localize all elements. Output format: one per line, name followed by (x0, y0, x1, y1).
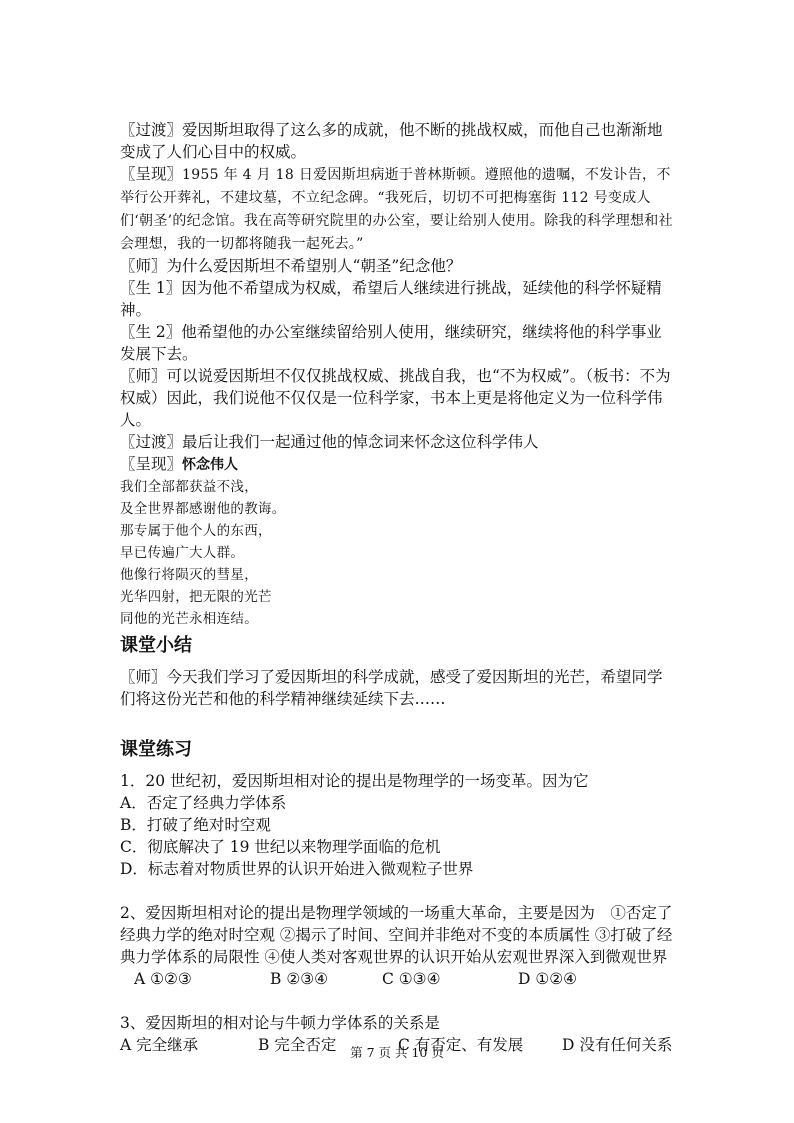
paragraph-presentation-2 (120, 453, 676, 476)
page-footer: 第 7 页 共 10 页 (350, 1045, 444, 1060)
label-presentation-2: 〖呈现〗 (120, 455, 183, 473)
question-option: D 没有任何关系 (562, 1036, 673, 1054)
question-option: D ①②④ (518, 970, 578, 988)
will-text: 1955 年 4 月 18 日爱因斯坦病逝于普林斯顿。遵照他的遗嘱，不发讣告，不举行公开葬礼，不建坟墓，不立纪念碑。“我死后，切切不可把梅塞街 112 号变成人们‘朝圣’的纪念馆。我在高等研究院里的办公室，要让给别人使用。除我的科学理想和社会理想，我的一切都将随我一起死去。” (120, 167, 673, 252)
question-option: D．标志着对物质世界的认识开始进入微观粒子世界 (120, 860, 474, 878)
paragraph-presentation (120, 163, 676, 255)
poem-line: 及全世界都感谢他的教诲。 (120, 501, 286, 517)
poem-title: 怀念伟人 (182, 457, 239, 473)
poem-line: 那专属于他个人的东西， (120, 523, 272, 539)
question-option: B 完全否定 (258, 1036, 337, 1054)
question-option: C ①③④ (382, 970, 441, 988)
question-stem: 3、爱因斯坦的相对论与牛顿力学体系的关系是 (120, 1014, 440, 1032)
document-content (120, 119, 676, 1056)
paragraph-student-1: 〖生 1〗因为他不希望成为权威，希望后人继续进行挑战，延续他的科学怀疑精神。 (120, 279, 662, 319)
exercises-heading: 课堂练习 (120, 739, 192, 760)
paragraph-transition: 〖过渡〗爱因斯坦取得了这么多的成就，他不断的挑战权威，而他自己也渐渐地变成了人们心目中的权威。 (120, 121, 663, 161)
question-option: A ①②③ (134, 970, 192, 988)
question-2 (120, 902, 676, 990)
paragraph-teacher-summary: 〖师〗可以说爱因斯坦不仅仅挑战权威、挑战自我，也“不为权威”。（板书：不为权威）因此，我们说他不仅仅是一位科学家，书本上更是将他定义为一位科学伟人。 (120, 367, 671, 429)
question-option: B ②③④ (270, 970, 329, 988)
question-option: A 完全继承 (120, 1036, 199, 1054)
question-option: C．彻底解决了 19 世纪以来物理学面临的危机 (120, 838, 441, 856)
question-options (120, 968, 676, 990)
summary-text: 〖师〗今天我们学习了爱因斯坦的科学成就，感受了爱因斯坦的光芒，希望同学们将这份光芒和他的科学精神继续延续下去…… (120, 668, 663, 708)
question-option: B．打破了绝对时空观 (120, 816, 271, 834)
label-presentation: 〖呈现〗 (120, 165, 183, 183)
paragraph-teacher-question: 〖师〗为什么爱因斯坦不希望别人“朝圣”纪念他？ (120, 257, 462, 275)
poem-line: 我们全部都获益不浅， (120, 479, 258, 495)
summary-heading: 课堂小结 (120, 635, 192, 656)
question-stem: 1．20 世纪初，爱因斯坦相对论的提出是物理学的一场变革。因为它 (120, 772, 589, 790)
poem-line: 他像行将陨灭的彗星， (120, 567, 258, 583)
poem (120, 476, 676, 630)
question-stem: 2、爱因斯坦相对论的提出是物理学领域的一场重大革命，主要是因为 ①否定了经典力学的绝对时空观 ②揭示了时间、空间并非绝对不变的本质属性 ③打破了经典力学体系的局限性 ④使人类对客观世界的认识开始从宏观世界深入到微观世界 (120, 904, 673, 966)
paragraph-student-2: 〖生 2〗他希望他的办公室继续留给别人使用，继续研究，继续将他的科学事业发展下去。 (120, 323, 662, 363)
paragraph-transition-2: 〖过渡〗最后让我们一起通过他的悼念词来怀念这位科学伟人 (120, 433, 539, 451)
question-1 (120, 770, 676, 880)
question-option: A．否定了经典力学体系 (120, 794, 287, 812)
poem-line: 早已传遍广大人群。 (120, 545, 245, 561)
poem-line: 光华四射，把无限的光芒 (120, 589, 272, 605)
question-option: C 有否定、有发展 (398, 1036, 524, 1054)
poem-line: 同他的光芒永相连结。 (120, 611, 258, 627)
